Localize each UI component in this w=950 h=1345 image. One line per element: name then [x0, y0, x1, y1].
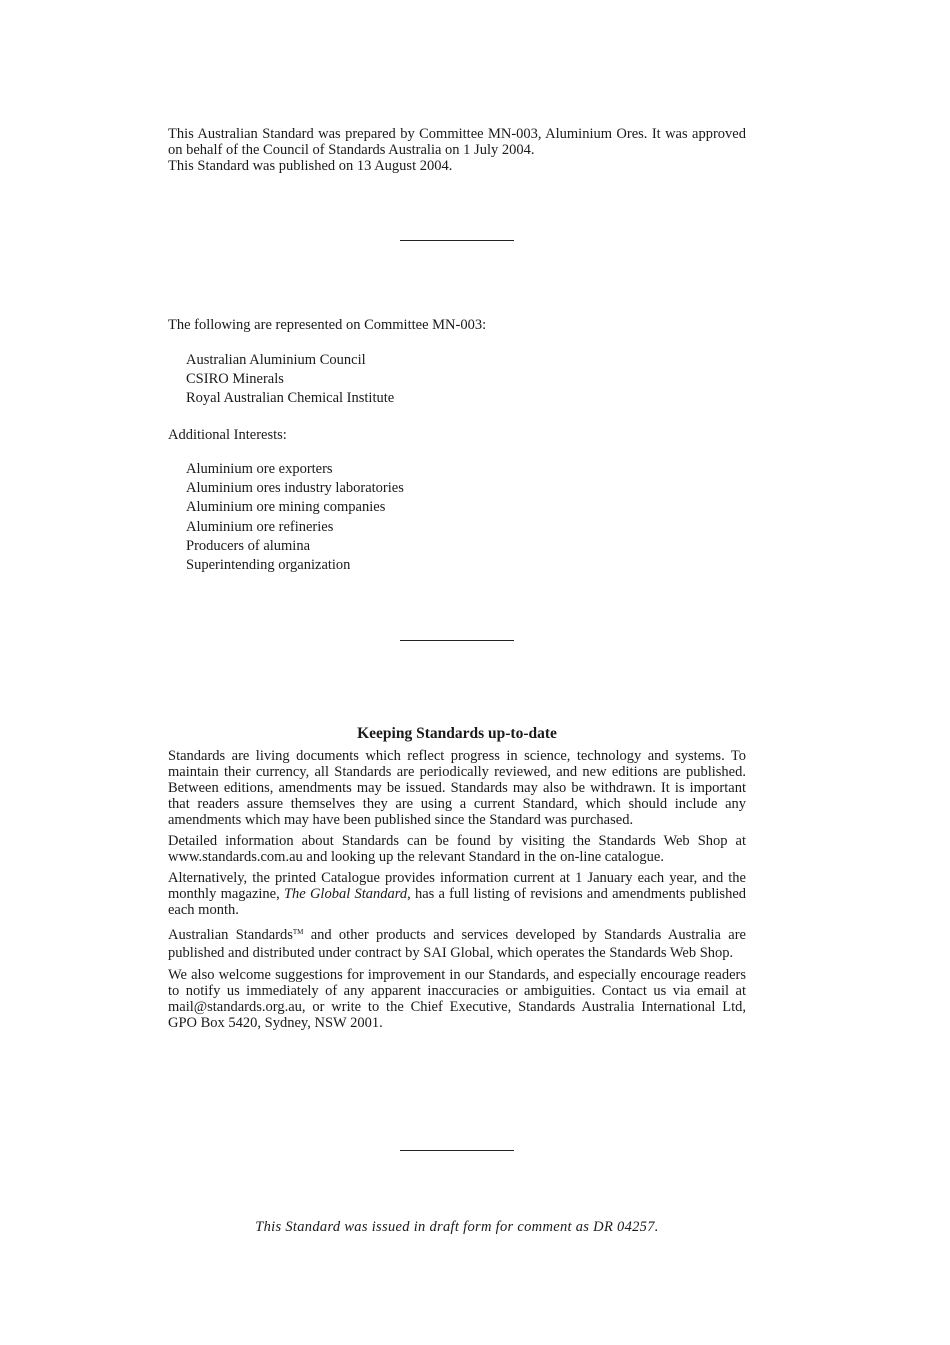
magazine-title: The Global Standard [283, 886, 408, 902]
additional-interests-list [186, 460, 404, 575]
text-span: Australian Standards [168, 927, 293, 943]
committee-heading: The following are represented on Committee MN-003: [168, 317, 487, 333]
draft-note: This Standard was issued in draft form for comment as DR 04257. [255, 1219, 659, 1235]
paragraph: We also welcome suggestions for improvement in our Standards, and especially encourage readers to notify us immediately of any apparent inaccuracies or ambiguities. Contact us via email at mail@standards.org.au, or write to the Chief Executive, Standards Australia International Ltd, GPO Box 5420, Sydney, NSW 2001. [168, 967, 746, 1031]
trademark-mark: TM [292, 928, 304, 936]
paragraph [168, 870, 746, 918]
list-item: Aluminium ore mining companies [186, 499, 386, 516]
section-divider [400, 640, 514, 641]
paragraph: Standards are living documents which reflect progress in science, technology and systems. To maintain their currency, all Standards are periodically reviewed, and new editions are published. Between editions, amendments may be issued. Standards may also be withdrawn. It is important that readers assure themselves they are using a current Standard, which should include any amendments which may have been published since the Standard was purchased. [168, 748, 746, 828]
list-item: CSIRO Minerals [186, 371, 284, 388]
list-item: Royal Australian Chemical Institute [186, 390, 395, 407]
preparation-statement [168, 126, 746, 174]
list-item: Australian Aluminium Council [186, 352, 366, 368]
list-item: Aluminium ore exporters [186, 461, 333, 477]
additional-interests-heading: Additional Interests: [168, 427, 287, 443]
paragraph: Detailed information about Standards can be found by visiting the Standards Web Shop at www.standards.com.au and looking up the relevant Standard in the on-line catalogue. [168, 833, 746, 865]
text-span: , has a full listing of revisions and amendments published each month. [168, 886, 747, 918]
list-item: Aluminium ore refineries [186, 518, 334, 535]
publication-date-text: This Standard was published on 13 August 2004. [168, 158, 453, 174]
list-item: Producers of alumina [186, 537, 311, 554]
committee-members-list [186, 351, 394, 409]
list-item: Aluminium ores industry laboratories [186, 480, 404, 497]
section-divider [400, 1150, 514, 1151]
paragraph [168, 923, 746, 962]
text-span: Alternatively, the printed Catalogue provides information current at 1 January each year, and the monthly magazine, [168, 870, 746, 902]
section-divider [400, 240, 514, 241]
keeping-standards-section [168, 748, 746, 1036]
section-title: Keeping Standards up-to-date [357, 725, 557, 742]
text-span: and other products and services developed by Standards Australia are published and distributed under contract by SAI Global, which operates the Standards Web Shop. [168, 927, 746, 961]
list-item: Superintending organization [186, 557, 351, 574]
approval-text: This Australian Standard was prepared by Committee MN-003, Aluminium Ores. It was approved on behalf of the Council of Standards Australia on 1 July 2004. [168, 126, 746, 158]
